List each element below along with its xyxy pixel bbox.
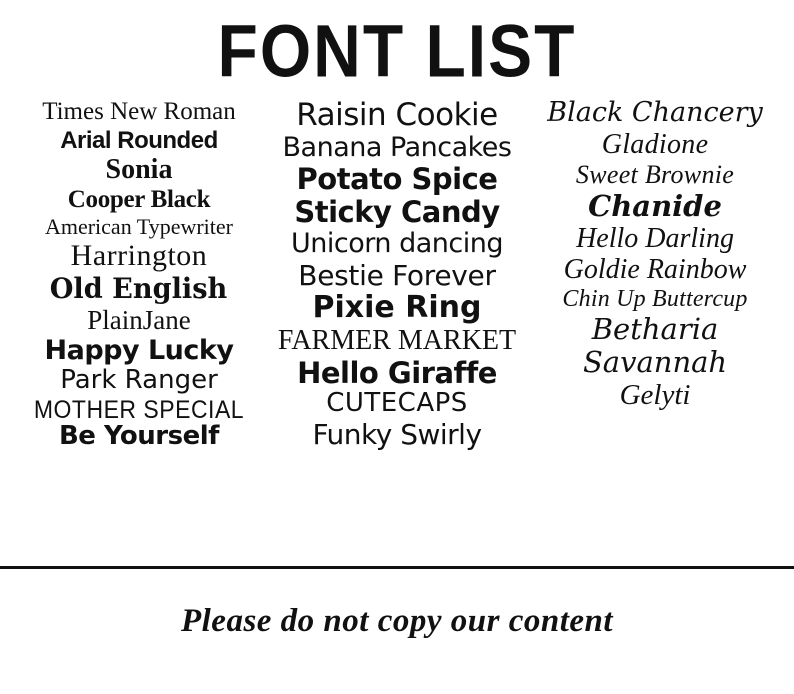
section-divider <box>0 566 794 569</box>
font-column-3 <box>526 98 784 560</box>
font-sample-betharia: Betharia <box>591 312 719 347</box>
font-sample-banana-pancakes: Banana Pancakes <box>282 131 512 163</box>
font-sample-funky-swirly: Funky Swirly <box>312 417 482 451</box>
font-sample-bestie-forever: Bestie Forever <box>298 258 496 292</box>
font-sample-sweet-brownie: Sweet Brownie <box>575 160 735 190</box>
font-sample-raisin-cookie: Raisin Cookie <box>296 97 498 133</box>
font-sample-arial-rounded: Arial Rounded <box>60 126 218 154</box>
font-sample-be-yourself: Be Yourself <box>58 421 219 452</box>
font-sample-mother-special: MOTHER SPECIAL <box>33 394 245 423</box>
font-sample-goldie-rainbow: Goldie Rainbow <box>563 254 747 286</box>
footer-notice: Please do not copy our content <box>180 603 614 639</box>
font-sample-happy-lucky: Happy Lucky <box>44 334 234 366</box>
font-sample-chanide: Chanide <box>588 188 722 223</box>
font-sample-cooper-black: Cooper Black <box>67 185 211 213</box>
font-sample-chin-up-buttercup: Chin Up Buttercup <box>562 285 748 312</box>
font-sample-hello-darling: Hello Darling <box>576 222 734 254</box>
font-sample-gelyti: Gelyti <box>619 378 691 411</box>
font-sample-old-english: Old English <box>50 272 228 306</box>
font-sample-cutecaps: CUTECAPS <box>326 388 468 419</box>
font-columns <box>0 90 794 560</box>
font-sample-times-new-roman: Times New Roman <box>42 98 236 125</box>
font-sample-harrington: Harrington <box>70 239 208 273</box>
font-sample-savannah: Savannah <box>582 345 728 380</box>
font-column-2 <box>268 98 526 560</box>
font-sample-sonia: Sonia <box>105 153 173 185</box>
font-sample-pixie-ring: Pixie Ring <box>312 290 482 326</box>
font-sample-plainjane: PlainJane <box>87 304 191 335</box>
font-sample-potato-spice: Potato Spice <box>296 162 498 197</box>
font-sample-gladione: Gladione <box>601 128 709 160</box>
font-sample-unicorn-dancing: Unicorn dancing <box>291 227 503 259</box>
font-sample-black-chancery: Black Chancery <box>547 97 763 128</box>
page-title: FONT LIST <box>217 9 577 93</box>
font-sample-american-typewriter: American Typewriter <box>44 214 233 240</box>
font-sample-hello-giraffe: Hello Giraffe <box>297 355 497 390</box>
font-sample-sticky-candy: Sticky Candy <box>294 195 500 230</box>
font-sample-farmer-market: FARMER MARKET <box>277 325 517 357</box>
font-sample-park-ranger: Park Ranger <box>60 365 218 396</box>
font-column-1 <box>10 98 268 560</box>
font-list-page <box>0 9 794 694</box>
